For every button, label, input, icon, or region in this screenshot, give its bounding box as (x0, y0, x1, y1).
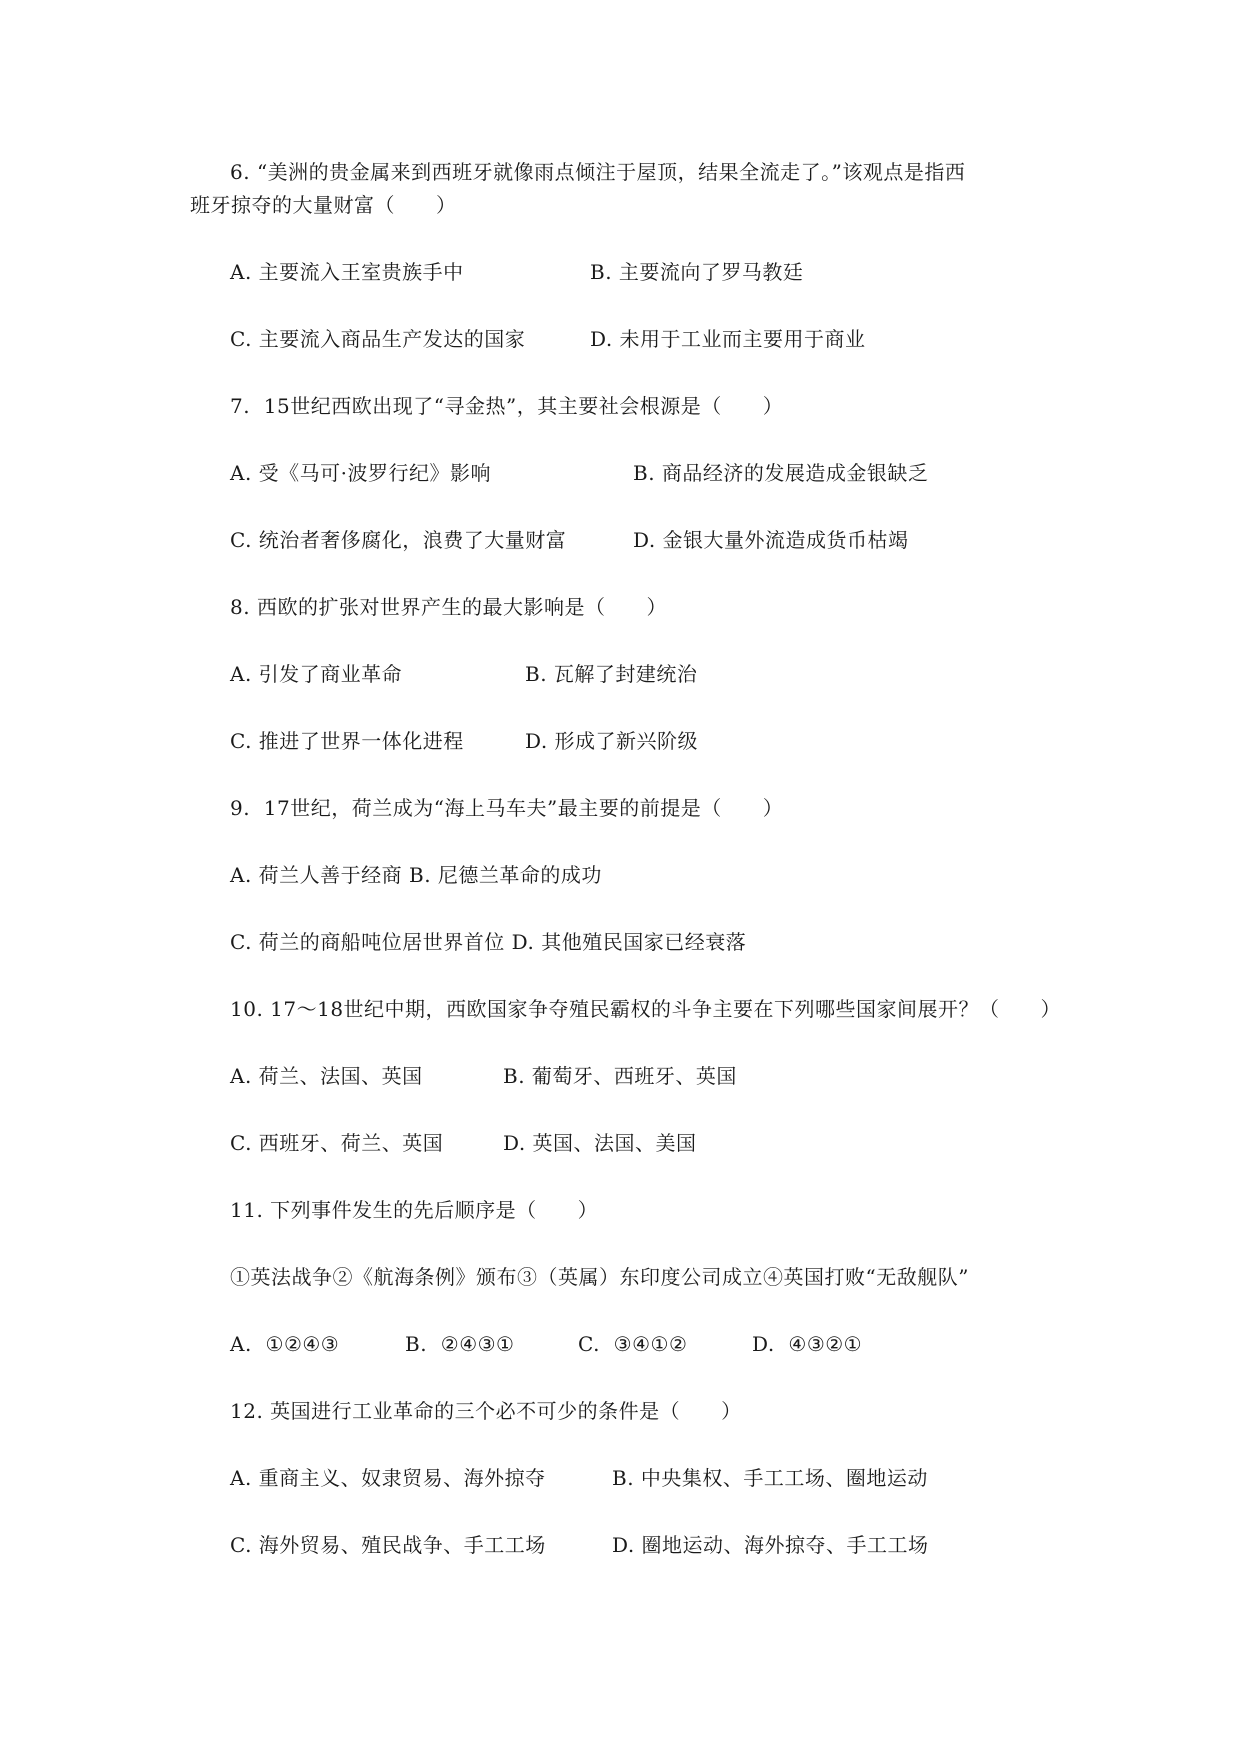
q8-option-a: A. 引发了商业革命 (230, 662, 403, 686)
q11-stem: 11. 下列事件发生的先后顺序是（ ） (230, 1198, 599, 1222)
q8-option-b: B. 瓦解了封建统治 (525, 662, 698, 686)
q10-stem: 10. 17～18世纪中期，西欧国家争夺殖民霸权的斗争主要在下列哪些国家间展开？（ ） (230, 997, 1062, 1021)
q9-stem: 9. 17世纪，荷兰成为“海上马车夫”最主要的前提是（ ） (230, 796, 784, 820)
q12-option-c: C. 海外贸易、殖民战争、手工工场 (230, 1533, 546, 1557)
q10-option-a: A. 荷兰、法国、英国 (230, 1064, 423, 1088)
q6-option-c: C. 主要流入商品生产发达的国家 (230, 327, 526, 351)
q12-stem: 12. 英国进行工业革命的三个必不可少的条件是（ ） (230, 1399, 742, 1423)
q6-stem-line1: 6. “美洲的贵金属来到西班牙就像雨点倾注于屋顶，结果全流走了。”该观点是指西 (230, 160, 966, 184)
q11-option-c: C. ③④①② (578, 1332, 688, 1356)
q8-option-c: C. 推进了世界一体化进程 (230, 729, 464, 753)
q12-option-b: B. 中央集权、手工工场、圈地运动 (612, 1466, 928, 1490)
q11-option-b: B. ②④③① (405, 1332, 515, 1356)
q11-option-a: A. ①②④③ (230, 1332, 340, 1356)
q12-option-a: A. 重商主义、奴隶贸易、海外掠夺 (230, 1466, 546, 1490)
q7-option-b: B. 商品经济的发展造成金银缺乏 (633, 461, 929, 485)
q7-option-c: C. 统治者奢侈腐化，浪费了大量财富 (230, 528, 567, 552)
q8-stem: 8. 西欧的扩张对世界产生的最大影响是（ ） (230, 595, 667, 619)
q6-option-b: B. 主要流向了罗马教廷 (590, 260, 804, 284)
q6-stem-line2: 班牙掠夺的大量财富（ ） (190, 193, 457, 217)
q8-option-d: D. 形成了新兴阶级 (525, 729, 699, 753)
q10-option-b: B. 葡萄牙、西班牙、英国 (503, 1064, 737, 1088)
q10-option-d: D. 英国、法国、美国 (503, 1131, 697, 1155)
q10-option-c: C. 西班牙、荷兰、英国 (230, 1131, 444, 1155)
q7-option-d: D. 金银大量外流造成货币枯竭 (633, 528, 909, 552)
q11-events: ①英法战争②《航海条例》颁布③（英属）东印度公司成立④英国打败“无敌舰队” (230, 1265, 969, 1289)
q12-option-d: D. 圈地运动、海外掠夺、手工工场 (612, 1533, 929, 1557)
q6-option-d: D. 未用于工业而主要用于商业 (590, 327, 866, 351)
q9-options-cd: C. 荷兰的商船吨位居世界首位 D. 其他殖民国家已经衰落 (230, 930, 747, 954)
q7-stem: 7. 15世纪西欧出现了“寻金热”，其主要社会根源是（ ） (230, 394, 784, 418)
q11-option-d: D. ④③②① (752, 1332, 863, 1356)
q6-option-a: A. 主要流入王室贵族手中 (230, 260, 464, 284)
q7-option-a: A. 受《马可·波罗行纪》影响 (230, 461, 492, 485)
q9-options-ab: A. 荷兰人善于经商 B. 尼德兰革命的成功 (230, 863, 602, 887)
